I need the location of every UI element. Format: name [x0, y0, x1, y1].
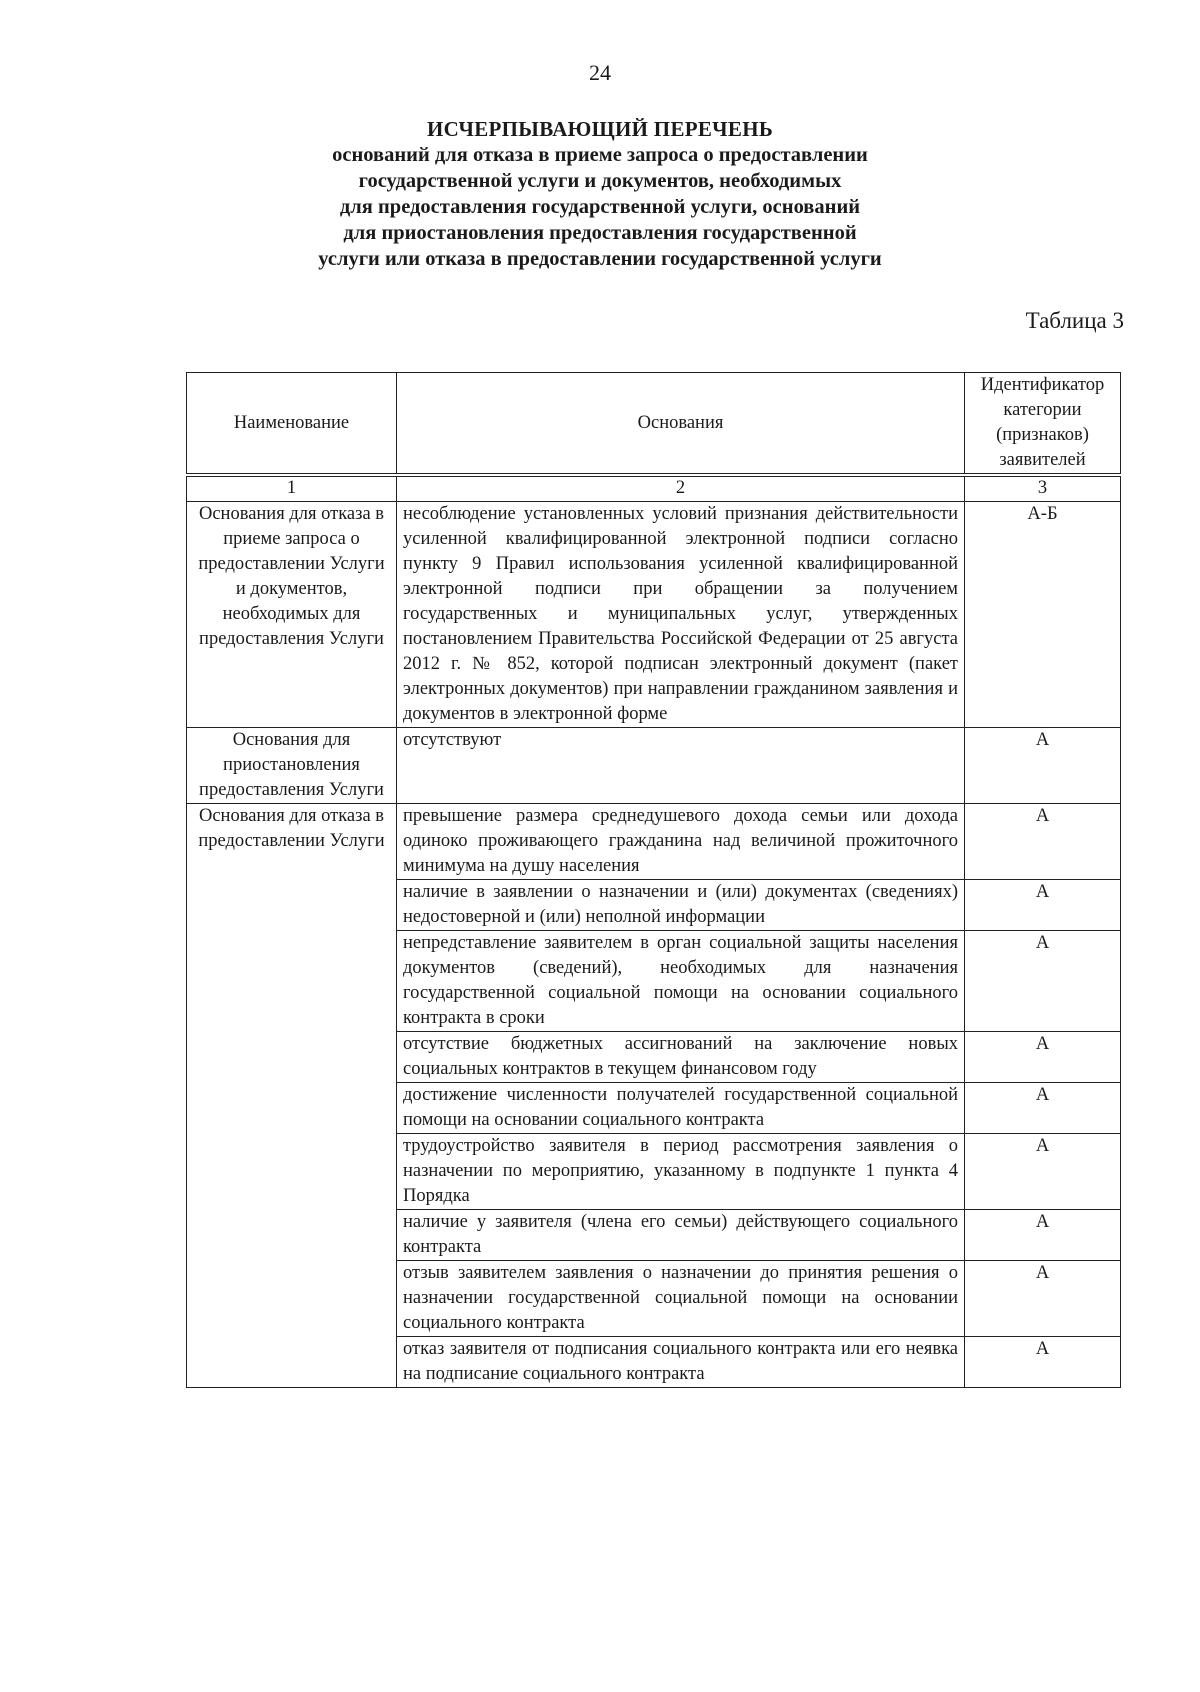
- table-row: [187, 728, 1121, 804]
- header-identifier: Идентификатор категории (признаков) заявителей: [965, 373, 1121, 476]
- reason-cell: наличие в заявлении о назначении и (или) документах (сведениях) недостоверной и (или) неполной информации: [397, 880, 965, 931]
- identifier-cell: А: [965, 1261, 1121, 1337]
- document-title: [250, 116, 950, 272]
- column-number-row: [187, 475, 1121, 502]
- page-number: 24: [589, 60, 611, 85]
- title-main: ИСЧЕРПЫВАЮЩИЙ ПЕРЕЧЕНЬ: [426, 117, 774, 141]
- reason-cell: несоблюдение установленных условий признания действительности усиленной квалифицированной электронной подписи согласно пункту 9 Правил использования усиленной квалифицированной электронной подписи при обращении за получением государственных и муниципальных услуг, утвержденных постановлением Правительства Российской Федерации от 25 августа 2012 г. № 852, которой подписан электронный документ (пакет электронных документов) при направлении гражданином заявления и документов в электронной форме: [397, 502, 965, 728]
- column-number: 1: [187, 475, 397, 502]
- reason-cell: непредставление заявителем в орган социальной защиты населения документов (сведений), необходимых для назначения государственной социальной помощи на основании социального контракта в сроки: [397, 931, 965, 1032]
- reason-cell: отсутствуют: [397, 728, 965, 804]
- reason-cell: достижение численности получателей государственной социальной помощи на основании социального контракта: [397, 1083, 965, 1134]
- reason-cell: наличие у заявителя (члена его семьи) действующего социального контракта: [397, 1210, 965, 1261]
- title-line: для приостановления предоставления государственной: [343, 222, 857, 244]
- header-reasons: Основания: [397, 373, 965, 476]
- reason-cell: отсутствие бюджетных ассигнований на заключение новых социальных контрактов в текущем финансовом году: [397, 1032, 965, 1083]
- identifier-cell: А: [965, 1134, 1121, 1210]
- identifier-cell: А-Б: [965, 502, 1121, 728]
- table-row: [187, 502, 1121, 728]
- identifier-cell: А: [965, 804, 1121, 880]
- refusal-grounds-table: [186, 372, 1121, 1388]
- group-name-cell: Основания для отказа в приеме запроса о предоставлении Услуги и документов, необходимых для предоставления Услуги: [187, 502, 397, 728]
- identifier-cell: А: [965, 1083, 1121, 1134]
- header-name: Наименование: [187, 373, 397, 476]
- reason-cell: отзыв заявителем заявления о назначении до принятия решения о назначении государственной социальной помощи на основании социального контракта: [397, 1261, 965, 1337]
- group-name-cell: Основания для приостановления предоставления Услуги: [187, 728, 397, 804]
- identifier-cell: А: [965, 1337, 1121, 1388]
- identifier-cell: А: [965, 1032, 1121, 1083]
- identifier-cell: А: [965, 931, 1121, 1032]
- title-line: для предоставления государственной услуги, оснований: [339, 196, 861, 218]
- title-line: оснований для отказа в приеме запроса о предоставлении: [332, 144, 868, 166]
- table-row: [187, 804, 1121, 880]
- title-line: государственной услуги и документов, необходимых: [358, 170, 842, 192]
- group-name-cell: Основания для отказа в предоставлении Услуги: [187, 804, 397, 1388]
- title-line: услуги или отказа в предоставлении государственной услуги: [318, 248, 882, 270]
- identifier-cell: А: [965, 880, 1121, 931]
- column-number: 2: [397, 475, 965, 502]
- table-label: Таблица 3: [1025, 308, 1124, 333]
- reason-cell: превышение размера среднедушевого дохода семьи или дохода одиноко проживающего гражданина над величиной прожиточного минимума на душу населения: [397, 804, 965, 880]
- identifier-cell: А: [965, 728, 1121, 804]
- table-header-row: [187, 373, 1121, 476]
- reason-cell: трудоустройство заявителя в период рассмотрения заявления о назначении по мероприятию, указанному в подпункте 1 пункта 4 Порядка: [397, 1134, 965, 1210]
- column-number: 3: [965, 475, 1121, 502]
- reason-cell: отказ заявителя от подписания социального контракта или его неявка на подписание социального контракта: [397, 1337, 965, 1388]
- identifier-cell: А: [965, 1210, 1121, 1261]
